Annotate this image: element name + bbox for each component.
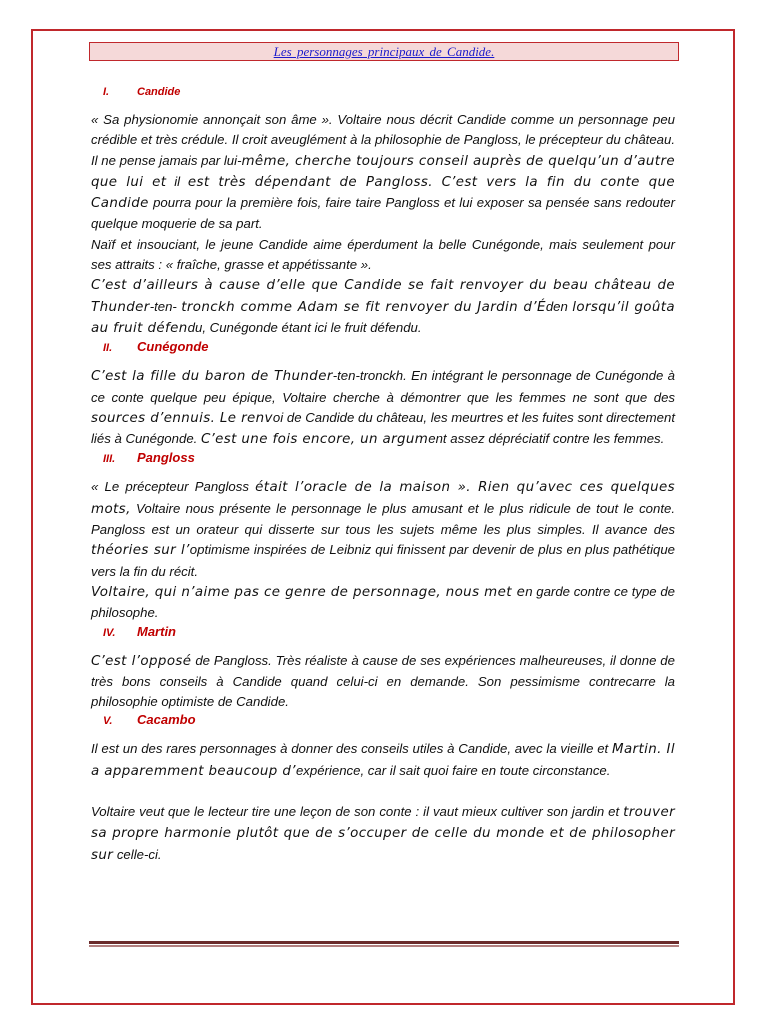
section-number: IV. bbox=[103, 626, 116, 639]
section-heading bbox=[91, 339, 675, 354]
section-title: Cacambo bbox=[137, 712, 196, 728]
text-run: Voltaire veut que le lecteur tire une leçon de son conte : il vaut mieux cultiver son jardin et bbox=[91, 804, 624, 820]
text-run: du, Cunégonde étant ici le fruit défendu. bbox=[187, 319, 422, 335]
bottom-divider bbox=[89, 941, 679, 947]
section-number: III. bbox=[103, 453, 116, 466]
text-run: C’est la fille du baron de Thunder bbox=[91, 369, 333, 385]
text-run: C’est d’ailleurs à cause d’elle que Candide se fait renvoyer du beau château de Thunder bbox=[91, 278, 675, 315]
page-title: Les personnages principaux de Candide. bbox=[273, 44, 495, 59]
text-run: Il est un des rares personnages à donner des conseils utiles à Candide, avec la vieille et bbox=[91, 741, 612, 757]
paragraph bbox=[91, 235, 675, 276]
section-heading bbox=[91, 86, 675, 98]
section-heading bbox=[91, 624, 675, 639]
text-run: -ten-tronckh. En intégrant le personnage de Cunégonde à ce conte quelque peu épique, Voltaire cherche à démontrer que les femmes ne sont que des bbox=[91, 368, 675, 405]
text-run: est très dépendant de Pangloss. C’est vers la fin du conte que Candide bbox=[91, 174, 676, 212]
text-run: trouver sa propre harmonie plutôt que de s’occuper de celle du monde et de philosopher sur bbox=[91, 805, 675, 863]
text-run: C’est une fois encore, un argum bbox=[200, 432, 429, 448]
text-run: même, cherche toujours conseil auprès de quelqu’un d’autre que lui et bbox=[91, 153, 676, 190]
text-run: de Pangloss. Très réaliste à cause de ses expériences malheureuses, il donne de très bons conseils à Candide quand celui-ci en demande. Son pessimisme contrecarre la philosophie optimiste de Candide. bbox=[91, 652, 675, 710]
section-number: V. bbox=[103, 715, 113, 728]
paragraph bbox=[91, 110, 675, 235]
text-run: était l’oracle de la maison ». Rien qu’avec ces quelques mots, bbox=[91, 480, 675, 517]
document-body bbox=[91, 86, 675, 866]
text-run: Voltaire, qui n’aime pas ce genre de personnage, nous met e bbox=[91, 584, 526, 600]
text-run: tronckh comme Adam se fit renvoyer du Jardin d’É bbox=[181, 299, 546, 315]
text-run: « Le précepteur Pangloss bbox=[91, 479, 256, 495]
section-title: Martin bbox=[137, 623, 176, 639]
paragraph bbox=[91, 651, 675, 713]
text-run: Voltaire nous présente le personnage le plus amusant et le plus ridicule de tout le conte. Pangloss est un orateur qui disserte sur tous les sujets même les plus simples. Il avance des bbox=[91, 500, 675, 538]
section-title: Candide bbox=[137, 86, 181, 98]
text-run: -ten- bbox=[149, 298, 182, 314]
text-run: « Sa physionomie annonçait son âme ». Voltaire nous décrit Candide comme un personnage peu crédible et très crédule. Il croit aveuglément à la philosophie de Pangloss, le précepteur du château. Il ne pense jamais par lui- bbox=[91, 112, 675, 168]
text-run: expérience, car il sait quoi faire en toute circonstance. bbox=[295, 762, 611, 778]
text-run: ent assez dépréciatif contre les femmes. bbox=[428, 431, 665, 447]
title-banner bbox=[89, 42, 679, 61]
text-run: C’est l’opposé bbox=[91, 653, 192, 669]
paragraph bbox=[91, 739, 675, 782]
paragraph bbox=[91, 477, 675, 581]
text-run: sources d’ennuis. Le renv bbox=[91, 410, 273, 426]
text-run: oi de Candide du château, les meurtres et les fuites sont directement liés à Cunégonde. bbox=[91, 409, 675, 447]
text-run: optimisme inspirées de Leibniz qui finissent par devenir de plus en plus pathétique vers la fin du récit. bbox=[91, 542, 675, 579]
section-title: Cunégonde bbox=[137, 339, 209, 355]
section-number: II. bbox=[103, 342, 113, 355]
text-run: n garde contre ce type de philosophe. bbox=[91, 583, 675, 621]
text-run: celle-ci. bbox=[113, 846, 162, 862]
paragraph bbox=[91, 275, 675, 339]
paragraph bbox=[91, 582, 675, 624]
text-run: Martin. Il a apparemment beaucoup d’ bbox=[91, 742, 676, 779]
text-run: Naïf et insouciant, le jeune Candide aime éperdument la belle Cunégonde, mais seulement pour ses attraits : « fraîche, grasse et appétissante ». bbox=[91, 236, 675, 273]
text-run: il bbox=[166, 173, 188, 189]
section-title: Pangloss bbox=[137, 450, 195, 466]
paragraph bbox=[91, 366, 675, 450]
text-run: théories sur l’ bbox=[91, 543, 190, 559]
text-run: pourra pour la première fois, faire taire Pangloss et lui exposer sa pensée sans redouter quelque moquerie de sa part. bbox=[91, 195, 675, 232]
section-heading bbox=[91, 450, 675, 465]
text-run: den bbox=[545, 298, 573, 314]
section-heading bbox=[91, 712, 675, 727]
text-run: lorsqu’il goûta au fruit défen bbox=[91, 299, 675, 336]
paragraph bbox=[91, 802, 675, 866]
section-number: I. bbox=[103, 86, 110, 98]
